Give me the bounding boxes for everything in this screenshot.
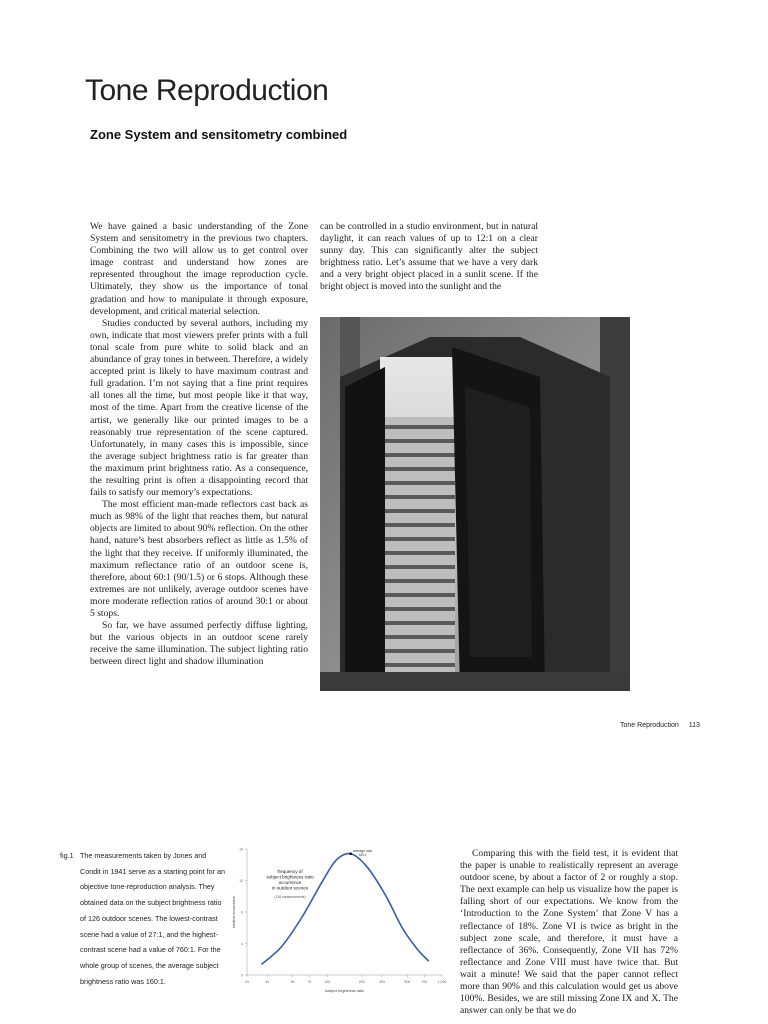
page-title: Tone Reproduction xyxy=(85,74,329,107)
brightness-ratio-chart xyxy=(232,843,452,1003)
page-number: 113 xyxy=(688,722,700,729)
legend-line: subject brightness ratio xyxy=(266,874,314,880)
x-tick-label: 70 xyxy=(307,980,312,984)
x-tick-label: 100 xyxy=(324,980,331,984)
page-subtitle: Zone System and sensitometry combined xyxy=(90,127,348,142)
body-column-3 xyxy=(460,848,678,1017)
figure-caption xyxy=(60,848,228,989)
y-tick-label: 16 xyxy=(239,847,243,852)
body-column-1 xyxy=(90,221,308,668)
x-tick-label: 700 xyxy=(421,980,428,984)
paragraph: So far, we have assumed perfectly diffuse lighting, but the various objects in an outdoor scene rarely receive the same illumination. The subject lighting ratio between direct light and shadow illumination xyxy=(90,620,308,668)
y-tick-label: 4 xyxy=(241,942,243,946)
x-tick-label: 500 xyxy=(404,980,411,984)
running-title: Tone Reproduction xyxy=(620,722,679,729)
x-tick-label: 50 xyxy=(290,980,295,984)
y-tick-label: 0 xyxy=(241,973,243,978)
y-axis-label: relative occurrence xyxy=(232,895,236,929)
peak-annotation: average ratio xyxy=(353,849,373,853)
x-tick-label: 20 xyxy=(245,980,249,984)
legend-line: occurrence xyxy=(278,880,302,885)
figure-label: fig.1 xyxy=(60,851,74,860)
paragraph: We have gained a basic understanding of the Zone System and sensitometry in the previous two chapters. Combining the two will allow us to get control over image contrast and understand how zones are represented throughout the image reproduction cycle. Ultimately, they show us the importance of tonal gradation and how to manipulate it through exposure, development, and critical material selection. xyxy=(90,221,308,317)
paragraph: Studies conducted by several authors, including my own, indicate that most viewers prefer prints with a full tonal scale from pure white to solid black and an abundance of gray tones in between. Therefore, a widely accepted print is likely to have maximum contrast and full gradation. I’m not saying that a fine print requires all tones all the time, but most people like it that way, most of the time. Apart from the creative license of the artist, we generally like our printed images to be a reasonably true representation of the scene captured. Unfortunately, in many cases this is impossible, since the average subject brightness ratio is far greater than the maximum print brightness ratio. As a consequence, the resulting print is often a disappointing record that fails to satisfy our memory’s expectations. xyxy=(90,317,308,499)
paragraph: Comparing this with the field test, it is evident that the paper is unable to realistically represent an average outdoor scene, by about a factor of 2 or roughly a stop. The next example can help us visualize how the paper is falling short of our expectations. We know from the ‘Introduction to the Zone System’ that Zone V has a reflectance of 18%. Zone VI is twice as bright in the subject zone scale, and therefore, it must have a reflectance of 36%. Consequently, Zone VII has 72% reflectance and Zone VIII must have twice that. But wait a minute! We said that the paper cannot reflect more than 90% and this calculation would get us above 100%. Besides, we are still missing Zone IX and X. The answer can only be that we do xyxy=(460,848,678,1017)
peak-marker xyxy=(349,852,352,855)
page-footer xyxy=(620,722,700,729)
legend-line: frequency of xyxy=(277,869,303,874)
x-tick-label: 30 xyxy=(265,980,270,984)
paragraph: can be controlled in a studio environment, but in natural daylight, it can reach values of up to 12:1 on a clear sunny day. This can significantly alter the subject brightness ratio. Let’s assume that we have a very dark and a very bright object placed in a sunlit scene. If the bright object is moved into the sunlight and the xyxy=(320,221,538,293)
doorway-photo xyxy=(320,317,630,691)
chart-marks xyxy=(232,848,446,994)
caption-text: The measurements taken by Jones and Condit in 1941 serve as a starting point for an objective tone-reproduction analysis. They obtained data on the subject brightness ratio of 126 outdoor scenes. The lowest-contrast scene had a value of 27:1, and the highest-contrast scene had a value of 760:1. For the whole group of scenes, the average subject brightness ratio was 160:1. xyxy=(80,851,226,986)
legend-note: (126 measurements) xyxy=(274,895,306,899)
body-column-2 xyxy=(320,221,538,294)
peak-annotation: 160:1 xyxy=(358,853,367,857)
x-axis-label: subject brightness ratio xyxy=(324,989,365,993)
x-tick-label: 200 xyxy=(358,980,365,984)
x-tick-label: 300 xyxy=(379,980,385,984)
legend-line: in outdoor scenes xyxy=(271,885,309,891)
x-tick-label: 1,000 xyxy=(437,980,447,984)
paragraph: The most efficient man-made reflectors cast back as much as 98% of the light that reaches them, but natural objects are limited to about 90% reflection. On the other hand, nature’s best absorbers reflect as little as 1.5% of the light that they receive. If uniformly illuminated, the maximum reflectance ratio of an outdoor scene is, therefore, about 60:1 (90/1.5) or 6 stops. Although these extremes are not unlikely, average outdoor scenes have more moderate reflection ratios of around 30:1 or about 5 stops. xyxy=(90,499,308,619)
y-tick-label: 8 xyxy=(241,910,243,915)
y-tick-label: 12 xyxy=(239,879,243,883)
